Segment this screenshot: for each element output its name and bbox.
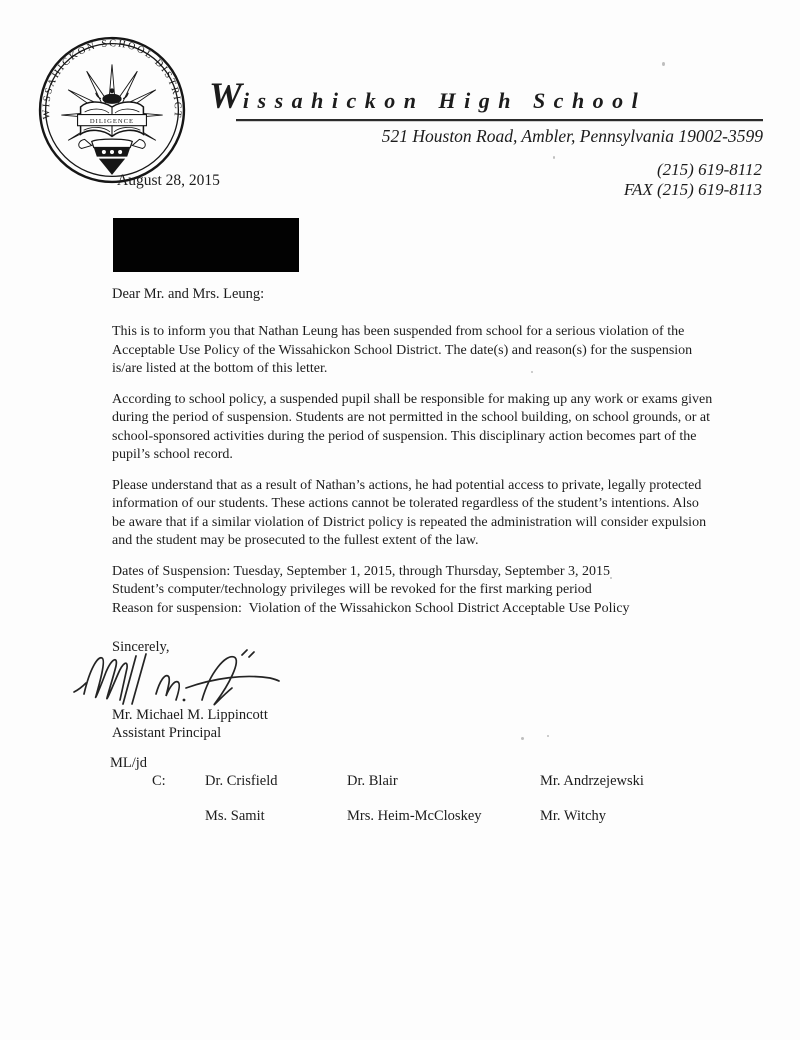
school-name-initial: W bbox=[209, 76, 243, 117]
signer-block bbox=[112, 707, 268, 742]
seal-crest bbox=[79, 139, 146, 175]
redaction-box bbox=[113, 218, 299, 272]
body-paragraph: Please understand that as a result of Nathan’s actions, he had potential access to private, legally protected information of our students. These actions cannot be tolerated regardless of the student’s intentions. Also be aware that if a similar violation of District policy is repeated the administration will consider expulsion and the student may be prosecuted to the fullest extent of the law. bbox=[112, 477, 707, 548]
district-seal-logo bbox=[36, 34, 188, 186]
phone-number: (215) 619-8112 bbox=[657, 160, 762, 179]
cc-name: Dr. Blair bbox=[347, 773, 398, 789]
typist-reference: ML/jd bbox=[110, 755, 148, 771]
seal-motto: DILIGENCE bbox=[89, 118, 135, 126]
signature-scrawl bbox=[72, 648, 292, 708]
signer-title: Assistant Principal bbox=[112, 724, 222, 741]
scan-speck bbox=[531, 371, 533, 373]
body-paragraph: This is to inform you that Nathan Leung has been suspended from school for a serious violation of the Acceptable Use Policy of the Wissahickon School District. The date(s) and reason(s) for the suspension is/are listed at the bottom of this letter. bbox=[112, 324, 693, 376]
contact-block bbox=[624, 160, 762, 199]
scan-speck bbox=[662, 62, 665, 66]
signer-name: Mr. Michael M. Lippincott bbox=[112, 707, 268, 723]
school-name bbox=[209, 78, 646, 115]
body-paragraph: According to school policy, a suspended pupil shall be responsible for making up any work or exams given during the period of suspension. Students are not permitted in the school building, on school grounds, or at school-sponsored activities during the period of suspension. This disciplinary action becomes part of the pupil’s school record. bbox=[112, 391, 713, 462]
cc-name: Ms. Samit bbox=[205, 808, 265, 824]
suspension-details bbox=[112, 563, 714, 619]
cc-name: Dr. Crisfield bbox=[205, 773, 278, 789]
cc-name: Mr. Andrzejewski bbox=[540, 773, 644, 789]
fax-number: FAX (215) 619-8113 bbox=[623, 179, 762, 199]
cc-name: Mr. Witchy bbox=[540, 808, 607, 824]
scan-speck bbox=[553, 156, 555, 159]
cc-name: Mrs. Heim-McCloskey bbox=[347, 808, 482, 824]
letter-date: August 28, 2015 bbox=[117, 172, 220, 189]
privileges-revoked-line: Student’s computer/technology privileges will be revoked for the first marking period bbox=[112, 582, 592, 597]
scan-speck bbox=[547, 735, 549, 737]
closing: Sincerely, bbox=[112, 639, 170, 655]
seal-district-name: WISSAHICKON SCHOOL DISTRICT bbox=[40, 38, 183, 120]
school-name-rest: issahickon High School bbox=[242, 88, 647, 113]
cc-label: C: bbox=[152, 773, 166, 789]
scan-speck bbox=[610, 577, 612, 579]
letter-body bbox=[112, 323, 714, 618]
scan-speck bbox=[521, 737, 524, 740]
letterhead-rule bbox=[236, 119, 763, 121]
salutation: Dear Mr. and Mrs. Leung: bbox=[112, 286, 265, 302]
suspension-dates-line: Dates of Suspension: Tuesday, September 1, 2015, through Thursday, September 3, 2015 bbox=[112, 563, 610, 579]
school-address: 521 Houston Road, Ambler, Pennsylvania 19002-3599 bbox=[381, 126, 763, 146]
suspension-reason-line: Reason for suspension: Violation of the Wissahickon School District Acceptable Use Policy bbox=[112, 600, 630, 616]
seal-motto-banner bbox=[78, 115, 147, 126]
